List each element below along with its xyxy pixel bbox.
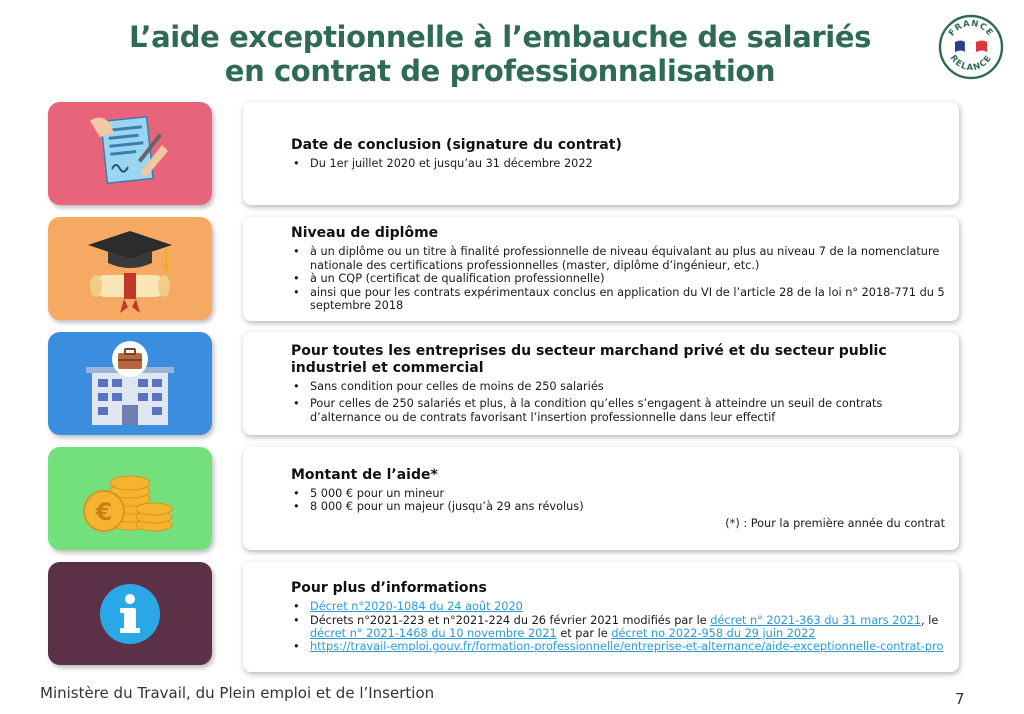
decret-2021-1468-link[interactable]: décret n° 2021-1468 du 10 novembre 2021 [310,627,557,640]
list-item: • à un diplôme ou un titre à finalité professionnelle de niveau équivalant au plus au niveau 7 de la nomenclature nationale des certifications professionnelles (master, diplôme d’ingénieur, etc.) [291,245,945,272]
conclusion-title: Date de conclusion (signature du contrat) [291,136,622,153]
footer-ministry: Ministère du Travail, du Plein emploi et de l’Insertion [40,684,435,702]
list-item: • 8 000 € pour un majeur (jusqu’à 29 ans révolus) [291,500,945,513]
euro-coins-icon-box [48,447,212,550]
list-item: • Du 1er juillet 2020 et jusqu’au 31 décembre 2022 [291,157,945,170]
list-item: • à un CQP (certificat de qualification professionnelle) [291,272,945,285]
france-relance-logo [938,14,1004,80]
entreprises-card [243,332,959,435]
entreprises-list [291,380,945,424]
svg-text:€: € [95,497,113,526]
decrets-text-and: et par le [556,627,612,640]
infos-list [291,600,945,654]
infos-title: Pour plus d’informations [291,580,487,597]
page-title-line2: en contrat de professionnalisation [224,54,776,88]
list-item: • ainsi que pour les contrats expérimentaux conclus en application du VI de l’article 28 de la loi n° 2018-771 du 5 septembre 2018 [291,286,945,313]
montant-footnote: (*) : Pour la première année du contrat [725,517,945,531]
logo-top-text: FRANCE [947,18,995,39]
page-title-line1: L’aide exceptionnelle à l’embauche de salariés [129,20,871,54]
travail-emploi-url-link[interactable]: https://travail-emploi.gouv.fr/formation-professionnelle/entreprise-et-alternance/aide-exceptionnelle-contrat-pro [310,640,944,654]
conclusion-list [291,157,945,170]
conclusion-card [243,102,959,205]
info-icon-box [48,562,212,665]
decret-2022-958-link[interactable]: décret no 2022-958 du 29 juin 2022 [611,627,816,640]
entreprises-title: Pour toutes les entreprises du secteur marchand privé et du secteur public industriel et commercial [291,342,887,376]
infos-card [243,562,959,672]
decrets-text: Décrets n°2021-223 et n°2021-224 du 26 février 2021 modifiés par le [310,613,711,627]
page-title [110,20,890,88]
list-item [291,614,945,641]
graduation-diploma-icon [82,223,178,315]
montant-card [243,447,959,550]
contract-signing-icon [90,111,170,197]
info-icon [98,582,162,646]
decret-2020-1084-link[interactable]: Décret n°2020-1084 du 24 août 2020 [310,600,523,614]
list-item: • Sans condition pour celles de moins de 250 salariés [291,380,945,393]
euro-coins-icon [82,459,178,539]
diplome-title: Niveau de diplôme [291,225,439,242]
montant-list [291,487,945,514]
logo-bottom-text: RELANCE [947,53,995,74]
list-item [291,600,945,613]
company-building-icon-box [48,332,212,435]
list-item [291,640,945,653]
list-item: • 5 000 € pour un mineur [291,487,945,500]
decret-2021-363-link[interactable]: décret n° 2021-363 du 31 mars 2021 [710,613,922,627]
graduation-diploma-icon-box [48,217,212,320]
list-item: • Pour celles de 250 salariés et plus, à la condition qu’elles s’engagent à atteindre un seuil de contrats d’alternance ou de contrats favorisant l’insertion professionnelle dans leur effectif [291,397,945,424]
decrets-text-separator: , le [921,613,939,627]
diplome-card [243,217,959,321]
diplome-list [291,245,945,312]
page-number: 7 [955,690,965,708]
company-building-icon [82,339,178,429]
contract-signing-icon-box [48,102,212,205]
montant-title: Montant de l’aide* [291,466,438,483]
